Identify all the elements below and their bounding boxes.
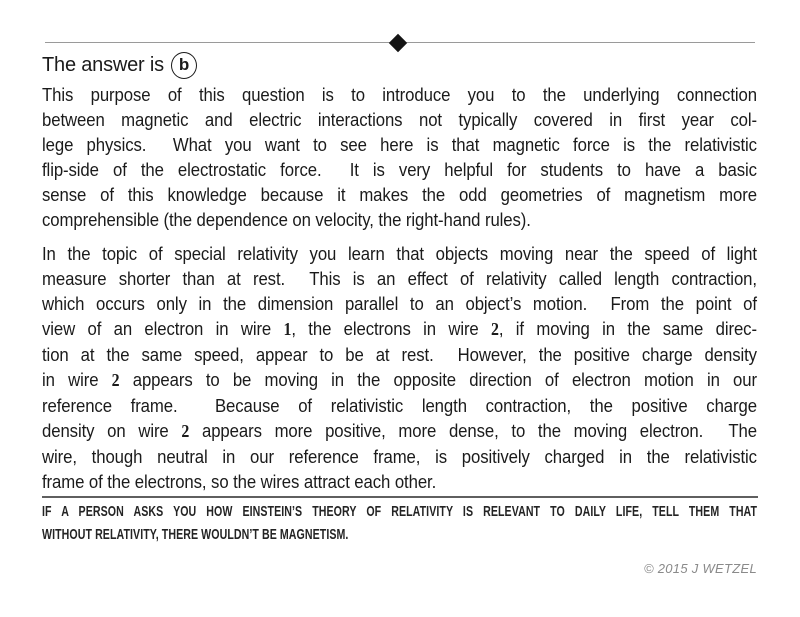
- text-line: IF A PERSON ASKS YOU HOW EINSTEIN’S THEORY OF RELATIVITY IS RELEVANT TO DAILY LIFE, TELL THEM THAT: [42, 503, 758, 520]
- answer-line: [42, 50, 197, 80]
- top-divider: [45, 42, 755, 43]
- text-line: in wire 2 appears to be moving in the opposite direction of electron motion in our: [42, 369, 757, 390]
- answer-letter-badge: [171, 52, 197, 79]
- text-line: wire, though neutral in our reference frame, is positively charged in the relativistic: [42, 446, 757, 467]
- text-line: flip-side of the electrostatic force. It is very helpful for students to have a basic: [42, 159, 757, 180]
- copyright-notice: © 2015 J WETZEL: [643, 561, 757, 576]
- answer-letter: b: [178, 55, 189, 74]
- text-line: In the topic of special relativity you learn that objects moving near the speed of light: [42, 243, 757, 264]
- text-line: reference frame. Because of relativistic length contraction, the positive charge: [42, 395, 757, 416]
- text-line: frame of the electrons, so the wires attract each other.: [42, 471, 437, 492]
- text-line: between magnetic and electric interactions not typically covered in first year col-: [42, 109, 757, 130]
- footnote: [42, 500, 757, 546]
- text-line: view of an electron in wire 1, the electrons in wire 2, if moving in the same direc-: [42, 318, 757, 339]
- footnote-divider: [42, 496, 758, 498]
- paragraph-relativity: [42, 241, 757, 494]
- text-line: density on wire 2 appears more positive, more dense, to the moving electron. The: [42, 420, 757, 441]
- answer-prefix: The answer is: [42, 53, 164, 76]
- paragraph-purpose: [42, 82, 757, 232]
- text-line: tion at the same speed, appear to be at rest. However, the positive charge density: [42, 344, 757, 365]
- text-line: comprehensible (the dependence on velocity, the right-hand rules).: [42, 209, 531, 230]
- text-line: sense of this knowledge because it makes the odd geometries of magnetism more: [42, 184, 757, 205]
- text-line: lege physics. What you want to see here is that magnetic force is the relativistic: [42, 134, 757, 155]
- diamond-ornament-icon: [389, 33, 407, 51]
- text-line: which occurs only in the dimension parallel to an object’s motion. From the point of: [42, 293, 757, 314]
- text-line: measure shorter than at rest. This is an effect of relativity called length contraction,: [42, 268, 757, 289]
- text-line: This purpose of this question is to introduce you to the underlying connection: [42, 84, 757, 105]
- text-line: WITHOUT RELATIVITY, THERE WOULDN’T BE MAGNETISM.: [42, 526, 349, 543]
